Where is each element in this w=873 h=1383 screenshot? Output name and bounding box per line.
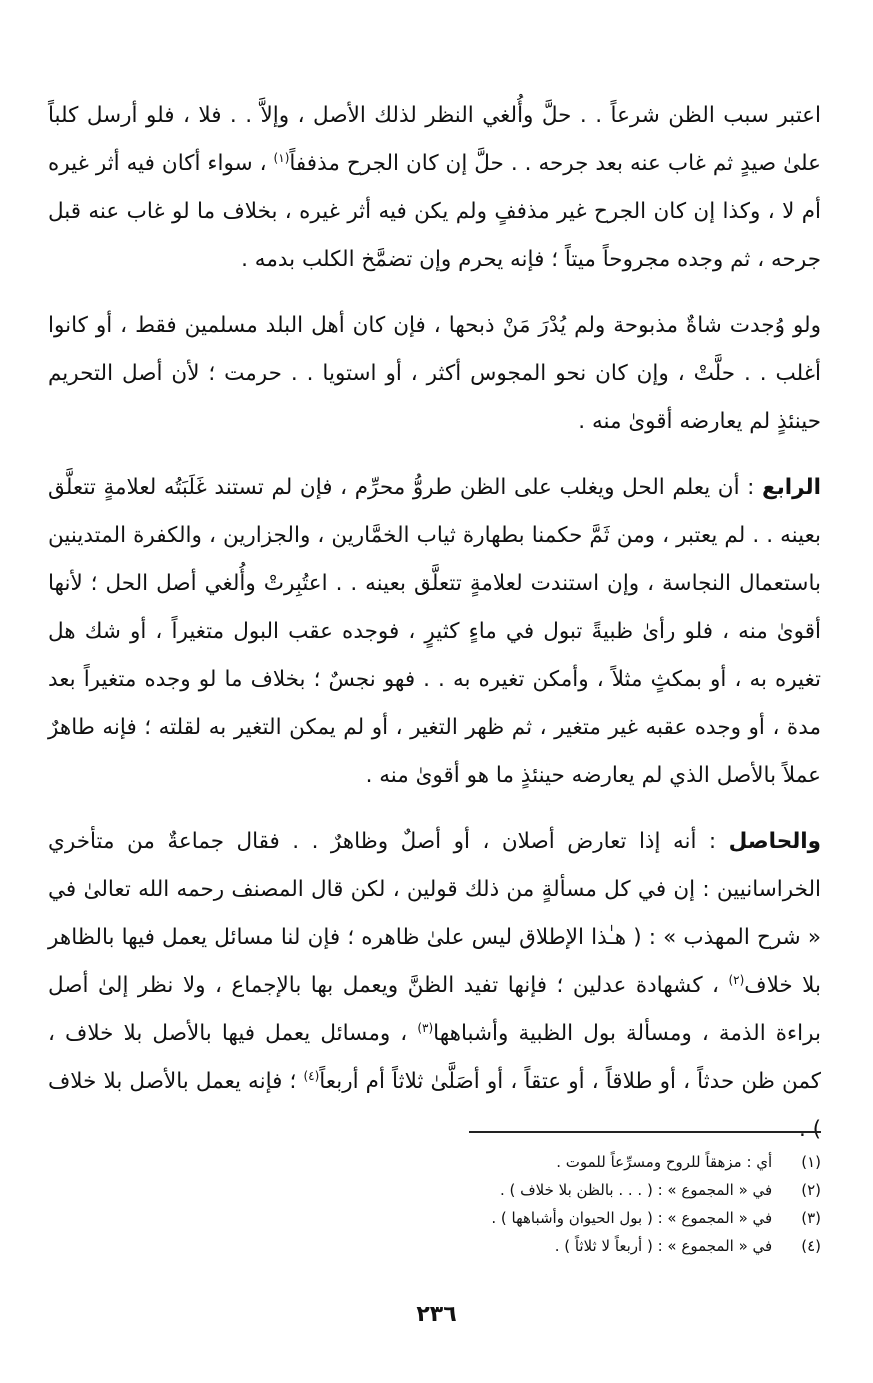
paragraph-text: ، ومسائل يعمل فيها بالأصل بلا خلاف ، كمن ظن حدثاً ، أو طلاقاً ، أو عتقاً ، أو أصَلَّىٰ ثلاثاً أم أربعاً	[48, 1021, 821, 1094]
paragraph-text: : أنه إذا تعارض أصلان ، أو أصلٌ وظاهرٌ . . فقال جماعةٌ من متأخري الخراسانيين : إن في كل مسألةٍ من ذلك قولين ، لكن قال المصنف رحمه الله تعالىٰ في « شرح المهذب » : ( هـٰذا الإطلاق ليس علىٰ ظاهره ؛ فإن لنا مسائل يعمل فيها بالظاهر بلا خلاف	[48, 829, 821, 998]
paragraph-3	[48, 464, 821, 800]
footnotes-section	[300, 1148, 821, 1260]
paragraph-text: ، سواء أكان فيه أثر غيره أم لا ، وكذا إن كان الجرح غير مذففٍ ولم يكن فيه أثر غيره ، بخلاف ما لو غاب عنه قبل جرحه ، ثم وجده مجروحاً ميتاً ؛ فإنه يحرم وإن تضمَّخ الكلب بدمه .	[48, 151, 821, 272]
paragraph-text: ، كشهادة عدلين ؛ فإنها تفيد الظنَّ ويعمل بها بالإجماع ، ولا نظر إلىٰ أصل براءة الذمة ، ومسألة بول الظبية وأشباهها	[48, 973, 821, 1046]
footnote-text: في « المجموع » : ( بول الحيوان وأشباهها ) .	[491, 1209, 773, 1227]
footnote-ref-4[interactable]: (٤)	[303, 1068, 320, 1083]
footnote-number: (١)	[801, 1153, 821, 1171]
footnote-text: أي : مزهقاً للروح ومسرِّعاً للموت .	[556, 1153, 773, 1171]
footnote-divider	[469, 1131, 821, 1133]
footnote-number: (٤)	[801, 1237, 821, 1255]
paragraph-2	[48, 302, 821, 446]
footnote-text: في « المجموع » : ( . . . بالظن بلا خلاف ) .	[499, 1181, 773, 1199]
footnote-text: في « المجموع » : ( أربعاً لا ثلاثاً ) .	[554, 1237, 773, 1255]
page-body	[48, 92, 821, 1172]
paragraph-text: ؛ فإنه يعمل بالأصل بلا خلاف ) .	[48, 1069, 821, 1142]
paragraph-text: : أن يعلم الحل ويغلب على الظن طروُّ محرِّم ، فإن لم تستند غَلَبَتُه لعلامةٍ تتعلَّق بعينه . . لم يعتبر ، ومن ثَمَّ حكمنا بطهارة ثياب الخمَّارين ، والجزارين ، والكفرة المتدينين باستعمال النجاسة ، وإن استندت لعلامةٍ تتعلَّق بعينه . . اعتُبِرتْ وأُلغي أصل الحل ؛ لأنها أقوىٰ منه ، فلو رأىٰ ظبيةً تبول في ماءٍ كثيرٍ ، فوجده عقب البول متغيراً ، أو شك هل تغيره به ، أو بمكثٍ مثلاً ، وأمكن تغيره به . . فهو نجسٌ ؛ بخلاف ما لو وجده متغيراً بعد مدة ، أو وجده عقبه غير متغير ، ثم ظهر التغير ، أو لم يمكن التغير به لقلته ؛ فإنه طاهرٌ عملاً بالأصل الذي لم يعارضه حينئذٍ ما هو أقوىٰ منه .	[48, 475, 821, 788]
footnote-number: (٢)	[801, 1181, 821, 1199]
footnote-ref-1[interactable]: (١)	[273, 150, 290, 165]
paragraph-lead-word: والحاصل	[728, 829, 821, 854]
page-number: ٢٣٦	[416, 1302, 457, 1327]
footnote-4	[300, 1232, 821, 1260]
footnote-ref-3[interactable]: (٣)	[417, 1020, 434, 1035]
footnote-number: (٣)	[801, 1209, 821, 1227]
footnote-1	[300, 1148, 821, 1176]
footnote-3	[300, 1204, 821, 1232]
paragraph-4	[48, 818, 821, 1154]
paragraph-lead-word: الرابع	[762, 475, 821, 500]
footnote-ref-2[interactable]: (٢)	[728, 972, 745, 987]
paragraph-text: ولو وُجدت شاةٌ مذبوحة ولم يُدْرَ مَنْ ذبحها ، فإن كان أهل البلد مسلمين فقط ، أو كانوا أغلب . . حلَّتْ ، وإن كان نحو المجوس أكثر ، أو استويا . . حرمت ؛ لأن أصل التحريم حينئذٍ لم يعارضه أقوىٰ منه .	[48, 313, 821, 434]
paragraph-1	[48, 92, 821, 284]
footnote-2	[300, 1176, 821, 1204]
paragraph-text: اعتبر سبب الظن شرعاً . . حلَّ وأُلغي النظر لذلك الأصل ، وإلاَّ . . فلا ، فلو أرسل كلباً علىٰ صيدٍ ثم غاب عنه بعد جرحه . . حلَّ إن كان الجرح مذففاً	[48, 103, 821, 176]
